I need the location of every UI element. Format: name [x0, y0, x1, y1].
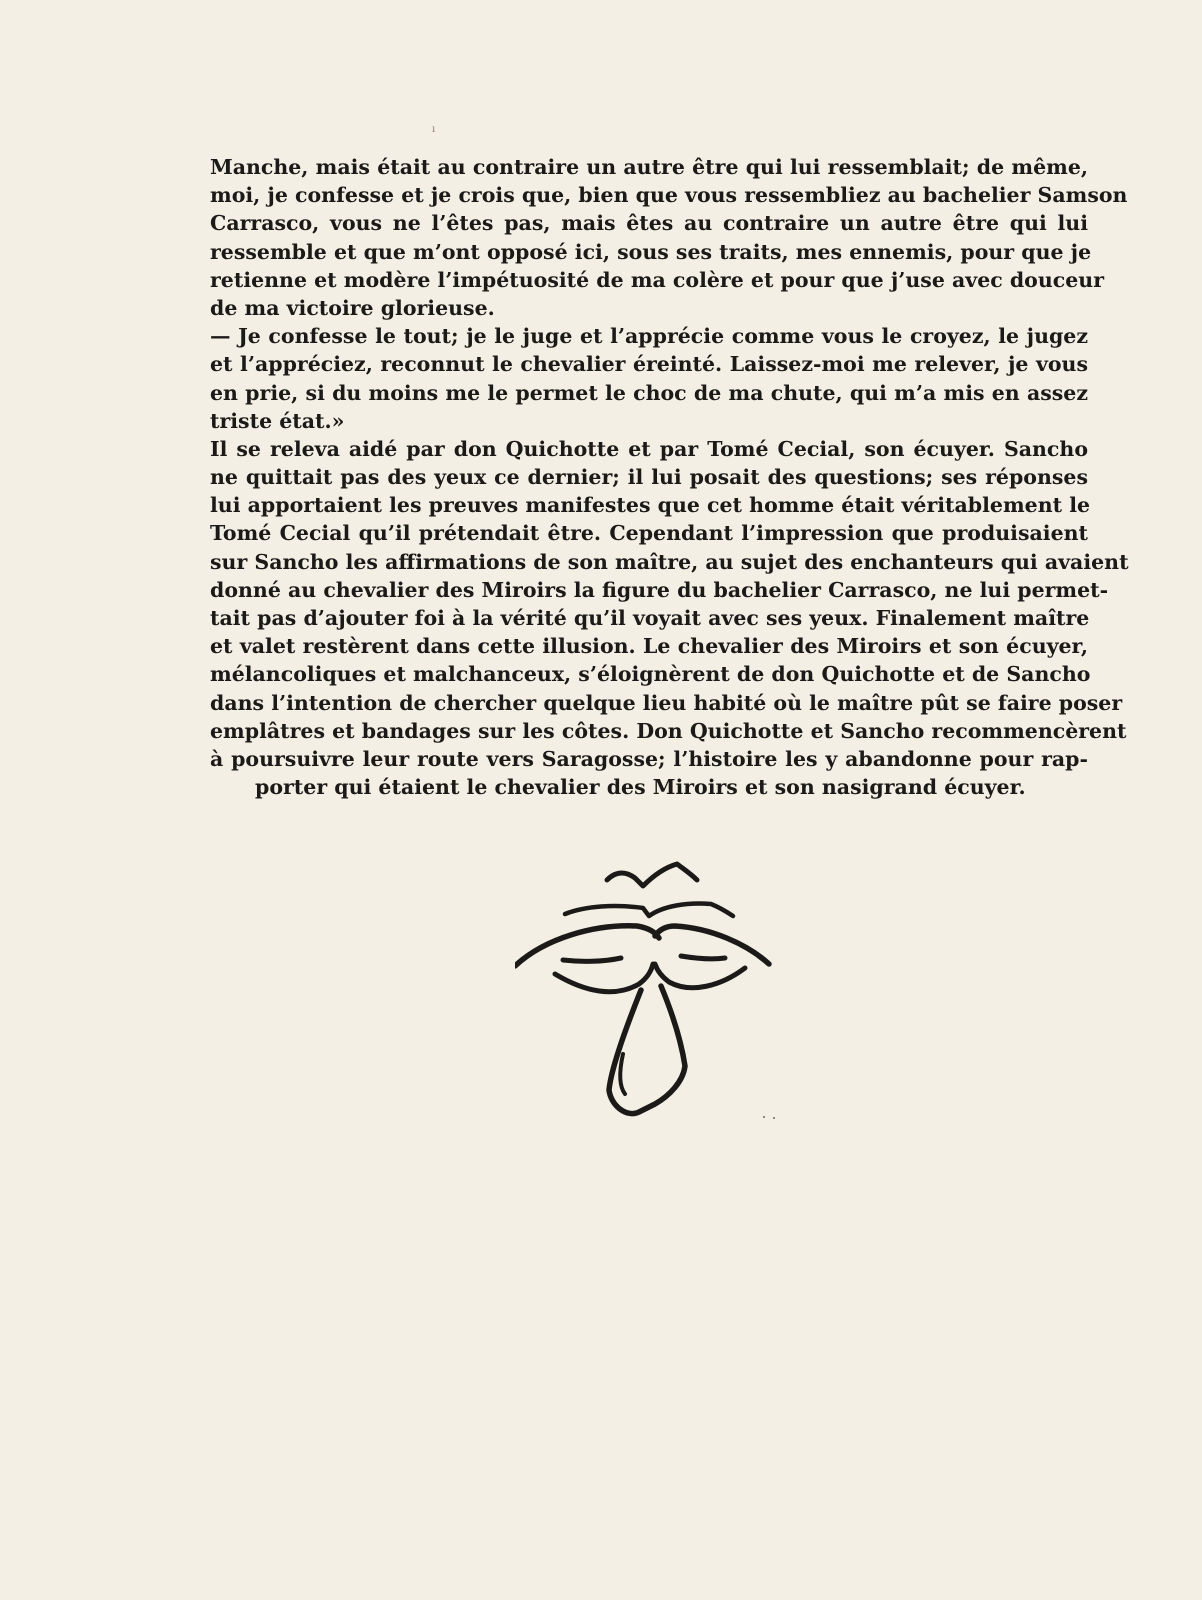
text-line: en prie, si du moins me le permet le choc de ma chute, qui m’a mis en assez — [210, 380, 1088, 405]
text-line: Tomé Cecial qu’il prétendait être. Cependant l’impression que produisaient — [210, 521, 1088, 546]
text-line: sur Sancho les affirmations de son maître, au sujet des enchanteurs qui avaient — [210, 549, 1129, 574]
text-line: — Je confesse le tout; je le juge et l’apprécie comme vous le croyez, le jugez — [210, 324, 1088, 349]
text-line: moi, je confesse et je crois que, bien que vous ressembliez au bachelier Samson — [210, 183, 1128, 208]
text-line: Carrasco, vous ne l’êtes pas, mais êtes au contraire un autre être qui lui — [210, 211, 1088, 236]
text-line: porter qui étaient le chevalier des Miroirs et son nasigrand écuyer. — [255, 775, 1026, 800]
text-line: mélancoliques et malchanceux, s’éloignèrent de don Quichotte et de Sancho — [210, 662, 1091, 687]
text-line: Il se releva aidé par don Quichotte et par Tomé Cecial, son écuyer. Sancho — [210, 436, 1088, 461]
paper-speck — [773, 1117, 775, 1119]
text-line: et valet restèrent dans cette illusion. Le chevalier des Miroirs et son écuyer, — [210, 634, 1088, 659]
stray-mark: ı — [432, 124, 436, 135]
text-body — [210, 153, 1129, 801]
text-line: emplâtres et bandages sur les côtes. Don Quichotte et Sancho recommencèrent — [210, 718, 1127, 743]
paper-speck — [763, 1116, 765, 1118]
text-line: ressemble et que m’ont opposé ici, sous ses traits, mes ennemis, pour que je — [210, 239, 1092, 264]
text-line: dans l’intention de chercher quelque lieu habité où le maître pût se faire poser — [210, 690, 1123, 715]
face-ornament-icon — [515, 860, 795, 1140]
text-line: et l’appréciez, reconnut le chevalier éreinté. Laissez-moi me relever, je vous — [210, 352, 1088, 377]
text-line: à poursuivre leur route vers Saragosse; l’histoire les y abandonne pour rap- — [210, 746, 1088, 771]
text-line: retienne et modère l’impétuosité de ma colère et pour que j’use avec douceur — [210, 267, 1104, 292]
text-line: Manche, mais était au contraire un autre être qui lui ressemblait; de même, — [210, 155, 1088, 179]
text-line: triste état.» — [210, 408, 345, 433]
text-line: de ma victoire glorieuse. — [210, 295, 495, 320]
text-line: ne quittait pas des yeux ce dernier; il lui posait des questions; ses réponses — [210, 465, 1088, 490]
text-line: donné au chevalier des Miroirs la figure du bachelier Carrasco, ne lui permet- — [210, 577, 1109, 602]
text-line: lui apportaient les preuves manifestes que cet homme était véritablement le — [210, 493, 1091, 518]
text-line: tait pas d’ajouter foi à la vérité qu’il voyait avec ses yeux. Finalement maître — [210, 606, 1090, 630]
